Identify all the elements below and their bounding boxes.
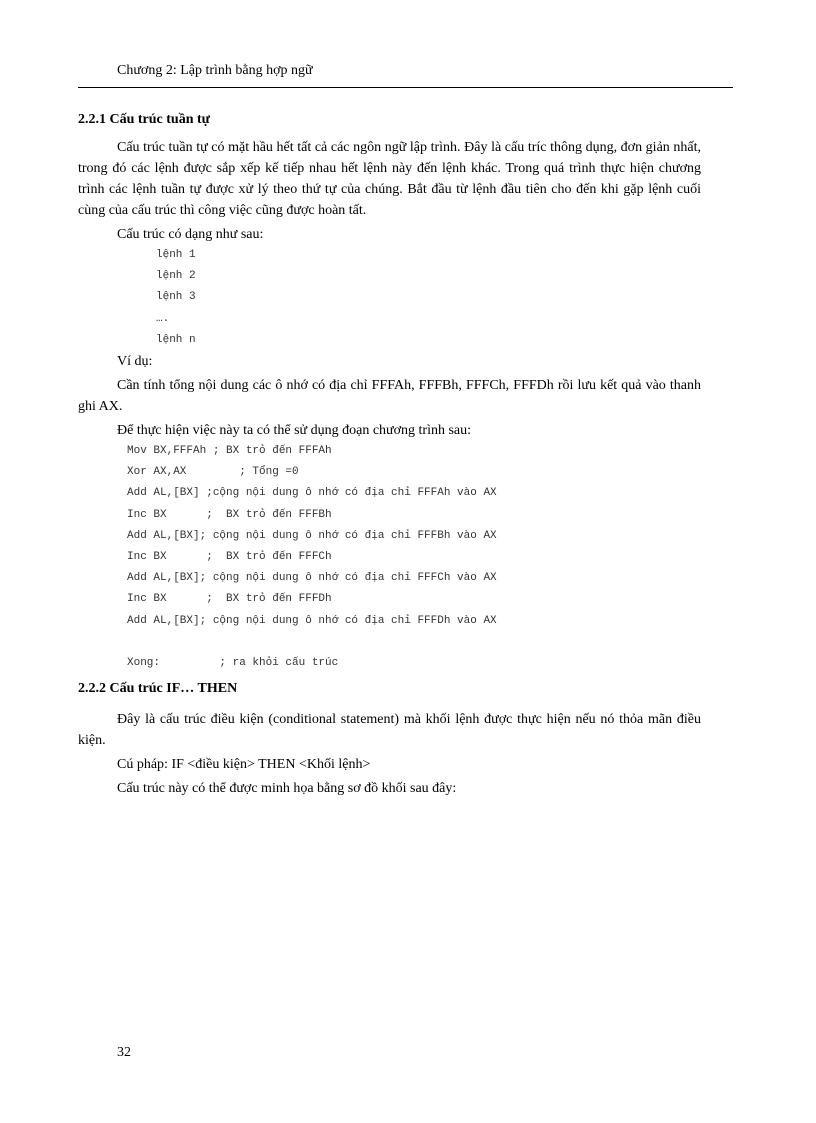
page-number: 32 (117, 1045, 131, 1060)
program-code-block (78, 441, 701, 674)
section-2-2-2-paragraph: Đây là cấu trúc điều kiện (conditional statement) mà khối lệnh được thực hiện nếu nó thỏa mãn điều kiện. (78, 712, 701, 749)
program-intro: Để thực hiện việc này ta có thể sử dụng đoạn chương trình sau: (117, 423, 472, 439)
code-line: Add AL,[BX]; cộng nội dung ô nhớ có địa chỉ FFFDh vào AX (127, 614, 497, 627)
code-line: Inc BX ; BX trỏ đến FFFDh (127, 593, 332, 606)
code-line: Xor AX,AX ; Tổng =0 (127, 466, 299, 479)
code-line: Add AL,[BX]; cộng nội dung ô nhớ có địa chỉ FFFBh vào AX (127, 529, 497, 542)
header-divider (78, 87, 733, 88)
chapter-header: Chương 2: Lập trình bằng hợp ngữ (117, 63, 313, 78)
code-line: lệnh n (156, 333, 196, 346)
code-line: Add AL,[BX] ;cộng nội dung ô nhớ có địa chỉ FFFAh vào AX (127, 487, 497, 500)
code-line: …. (156, 312, 170, 325)
code-line: lệnh 3 (156, 291, 196, 304)
example-label: Ví dụ: (117, 354, 153, 370)
form-code-block (78, 245, 701, 351)
section-heading-2-2-1: 2.2.1 Cấu trúc tuần tự (78, 112, 211, 127)
form-intro: Cấu trúc có dạng như sau: (117, 227, 264, 242)
code-line: Inc BX ; BX trỏ đến FFFBh (127, 508, 332, 521)
section-heading-2-2-2: 2.2.2 Cấu trúc IF… THEN (78, 681, 238, 697)
code-blank-line (78, 632, 701, 653)
diagram-intro: Cấu trúc này có thể được minh họa bằng sơ đồ khối sau đây: (117, 781, 457, 797)
code-line: Add AL,[BX]; cộng nội dung ô nhớ có địa chỉ FFFCh vào AX (127, 572, 497, 585)
code-line: lệnh 1 (156, 249, 196, 261)
syntax-line: Cú pháp: IF <điều kiện> THEN <Khối lệnh> (117, 757, 371, 773)
code-line: Mov BX,FFFAh ; BX trỏ đến FFFAh (127, 445, 332, 458)
page-content (78, 110, 701, 799)
example-task: Cần tính tổng nội dung các ô nhớ có địa chỉ FFFAh, FFFBh, FFFCh, FFFDh rồi lưu kết quả vào thanh ghi AX. (78, 378, 701, 415)
section-2-2-1-paragraph: Cấu trúc tuần tự có mặt hầu hết tất cả các ngôn ngữ lập trình. Đây là cấu tríc thông dụng, đơn giản nhất, trong đó các lệnh được sắp xếp kế tiếp nhau hết lệnh này đến lệnh khác. Trong quá trình thực hiện chương trình các lệnh tuần tự được xử lý theo thứ tự của chúng. Bắt đầu từ lệnh đầu tiên cho đến khi gặp lệnh cuối cùng của cấu trúc thì công việc cũng được hoàn tất. (78, 140, 701, 218)
code-line: lệnh 2 (156, 270, 196, 283)
code-line: Xong: ; ra khỏi cấu trúc (127, 657, 339, 670)
code-line: Inc BX ; BX trỏ đến FFFCh (127, 551, 332, 564)
